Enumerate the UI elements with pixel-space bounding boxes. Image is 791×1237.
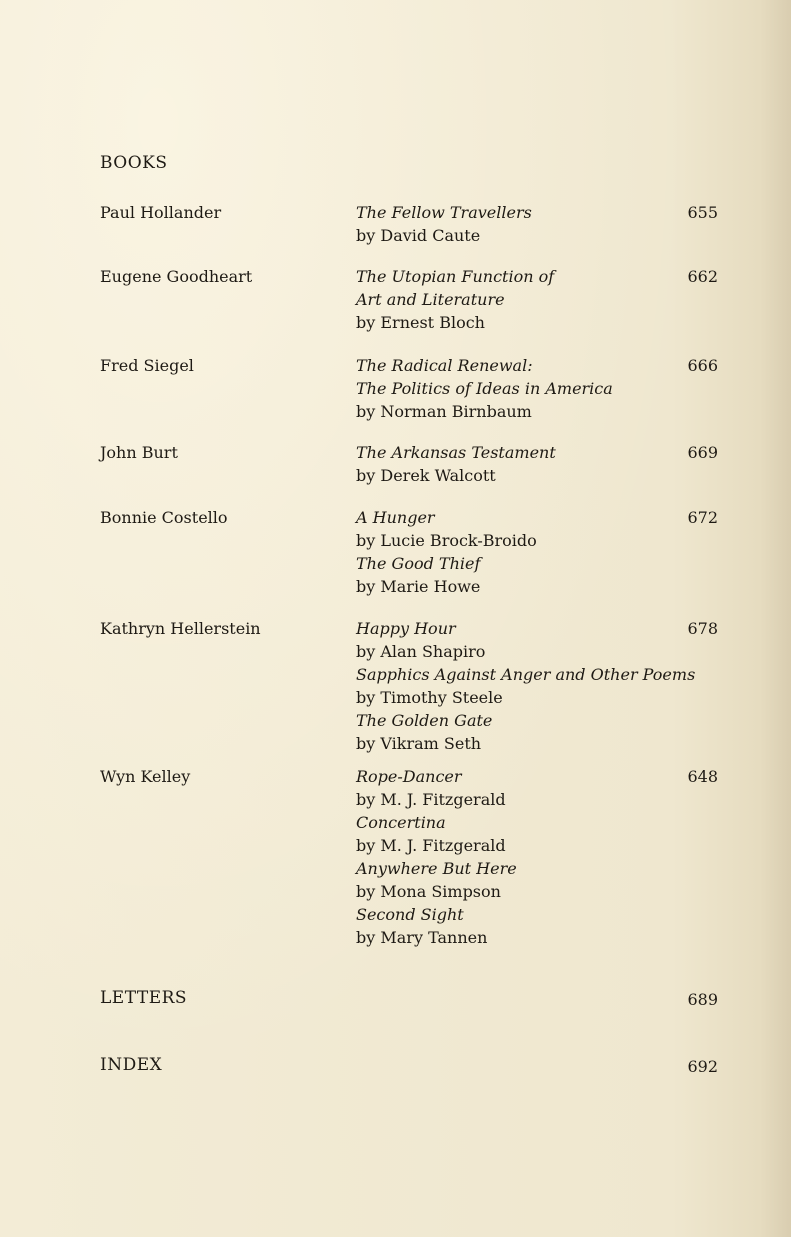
- page-number: 678: [687, 619, 718, 638]
- review-entry: [356, 201, 532, 247]
- book-byline: by Vikram Seth: [356, 734, 482, 753]
- book-title: The Good Thief: [356, 554, 481, 573]
- index-page-number: 692: [687, 1057, 718, 1076]
- book-byline: by Mary Tannen: [356, 928, 488, 947]
- book-byline: by Mona Simpson: [356, 882, 501, 901]
- review-author: Wyn Kelley: [100, 767, 191, 786]
- book-title: Second Sight: [356, 905, 464, 924]
- book-title: The Radical Renewal:: [356, 356, 533, 375]
- book-title: The Fellow Travellers: [356, 203, 532, 222]
- review-entry: [356, 765, 517, 949]
- book-byline: by Lucie Brock-Broido: [356, 531, 537, 550]
- review-entry: [356, 506, 537, 598]
- book-title: Sapphics Against Anger and Other Poems: [356, 665, 696, 684]
- page-number: 662: [687, 267, 718, 286]
- book-byline: by Derek Walcott: [356, 466, 496, 485]
- book-byline: by Alan Shapiro: [356, 642, 486, 661]
- book-title: Anywhere But Here: [356, 859, 517, 878]
- review-author: Paul Hollander: [100, 203, 222, 222]
- review-author: Kathryn Hellerstein: [100, 619, 261, 638]
- page-number: 672: [687, 508, 718, 527]
- letters-page-number: 689: [687, 990, 718, 1009]
- page-number: 648: [687, 767, 718, 786]
- books-heading: BOOKS: [100, 153, 168, 173]
- book-byline: by Ernest Bloch: [356, 313, 485, 332]
- book-byline: by Norman Birnbaum: [356, 402, 532, 421]
- review-author: Bonnie Costello: [100, 508, 228, 527]
- book-title: The Utopian Function of: [356, 267, 555, 286]
- book-title: Rope-Dancer: [356, 767, 462, 786]
- book-title: The Politics of Ideas in America: [356, 379, 613, 398]
- review-author: Eugene Goodheart: [100, 267, 253, 286]
- review-entry: [356, 441, 556, 487]
- book-title: A Hunger: [356, 508, 435, 527]
- review-entry: [356, 354, 613, 423]
- book-byline: by Marie Howe: [356, 577, 481, 596]
- index-heading: INDEX: [100, 1055, 163, 1075]
- book-byline: by M. J. Fitzgerald: [356, 836, 506, 855]
- book-title: The Golden Gate: [356, 711, 493, 730]
- page-number: 666: [687, 356, 718, 375]
- review-entry: [356, 617, 695, 755]
- book-byline: by David Caute: [356, 226, 481, 245]
- page-number: 669: [687, 443, 718, 462]
- book-byline: by M. J. Fitzgerald: [356, 790, 506, 809]
- book-byline: by Timothy Steele: [356, 688, 503, 707]
- book-title: Art and Literature: [356, 290, 505, 309]
- book-title: The Arkansas Testament: [356, 443, 556, 462]
- page-number: 655: [687, 203, 718, 222]
- review-author: Fred Siegel: [100, 356, 194, 375]
- book-title: Concertina: [356, 813, 446, 832]
- letters-heading: LETTERS: [100, 988, 188, 1008]
- review-author: John Burt: [100, 443, 178, 462]
- review-entry: [356, 265, 554, 334]
- book-title: Happy Hour: [356, 619, 456, 638]
